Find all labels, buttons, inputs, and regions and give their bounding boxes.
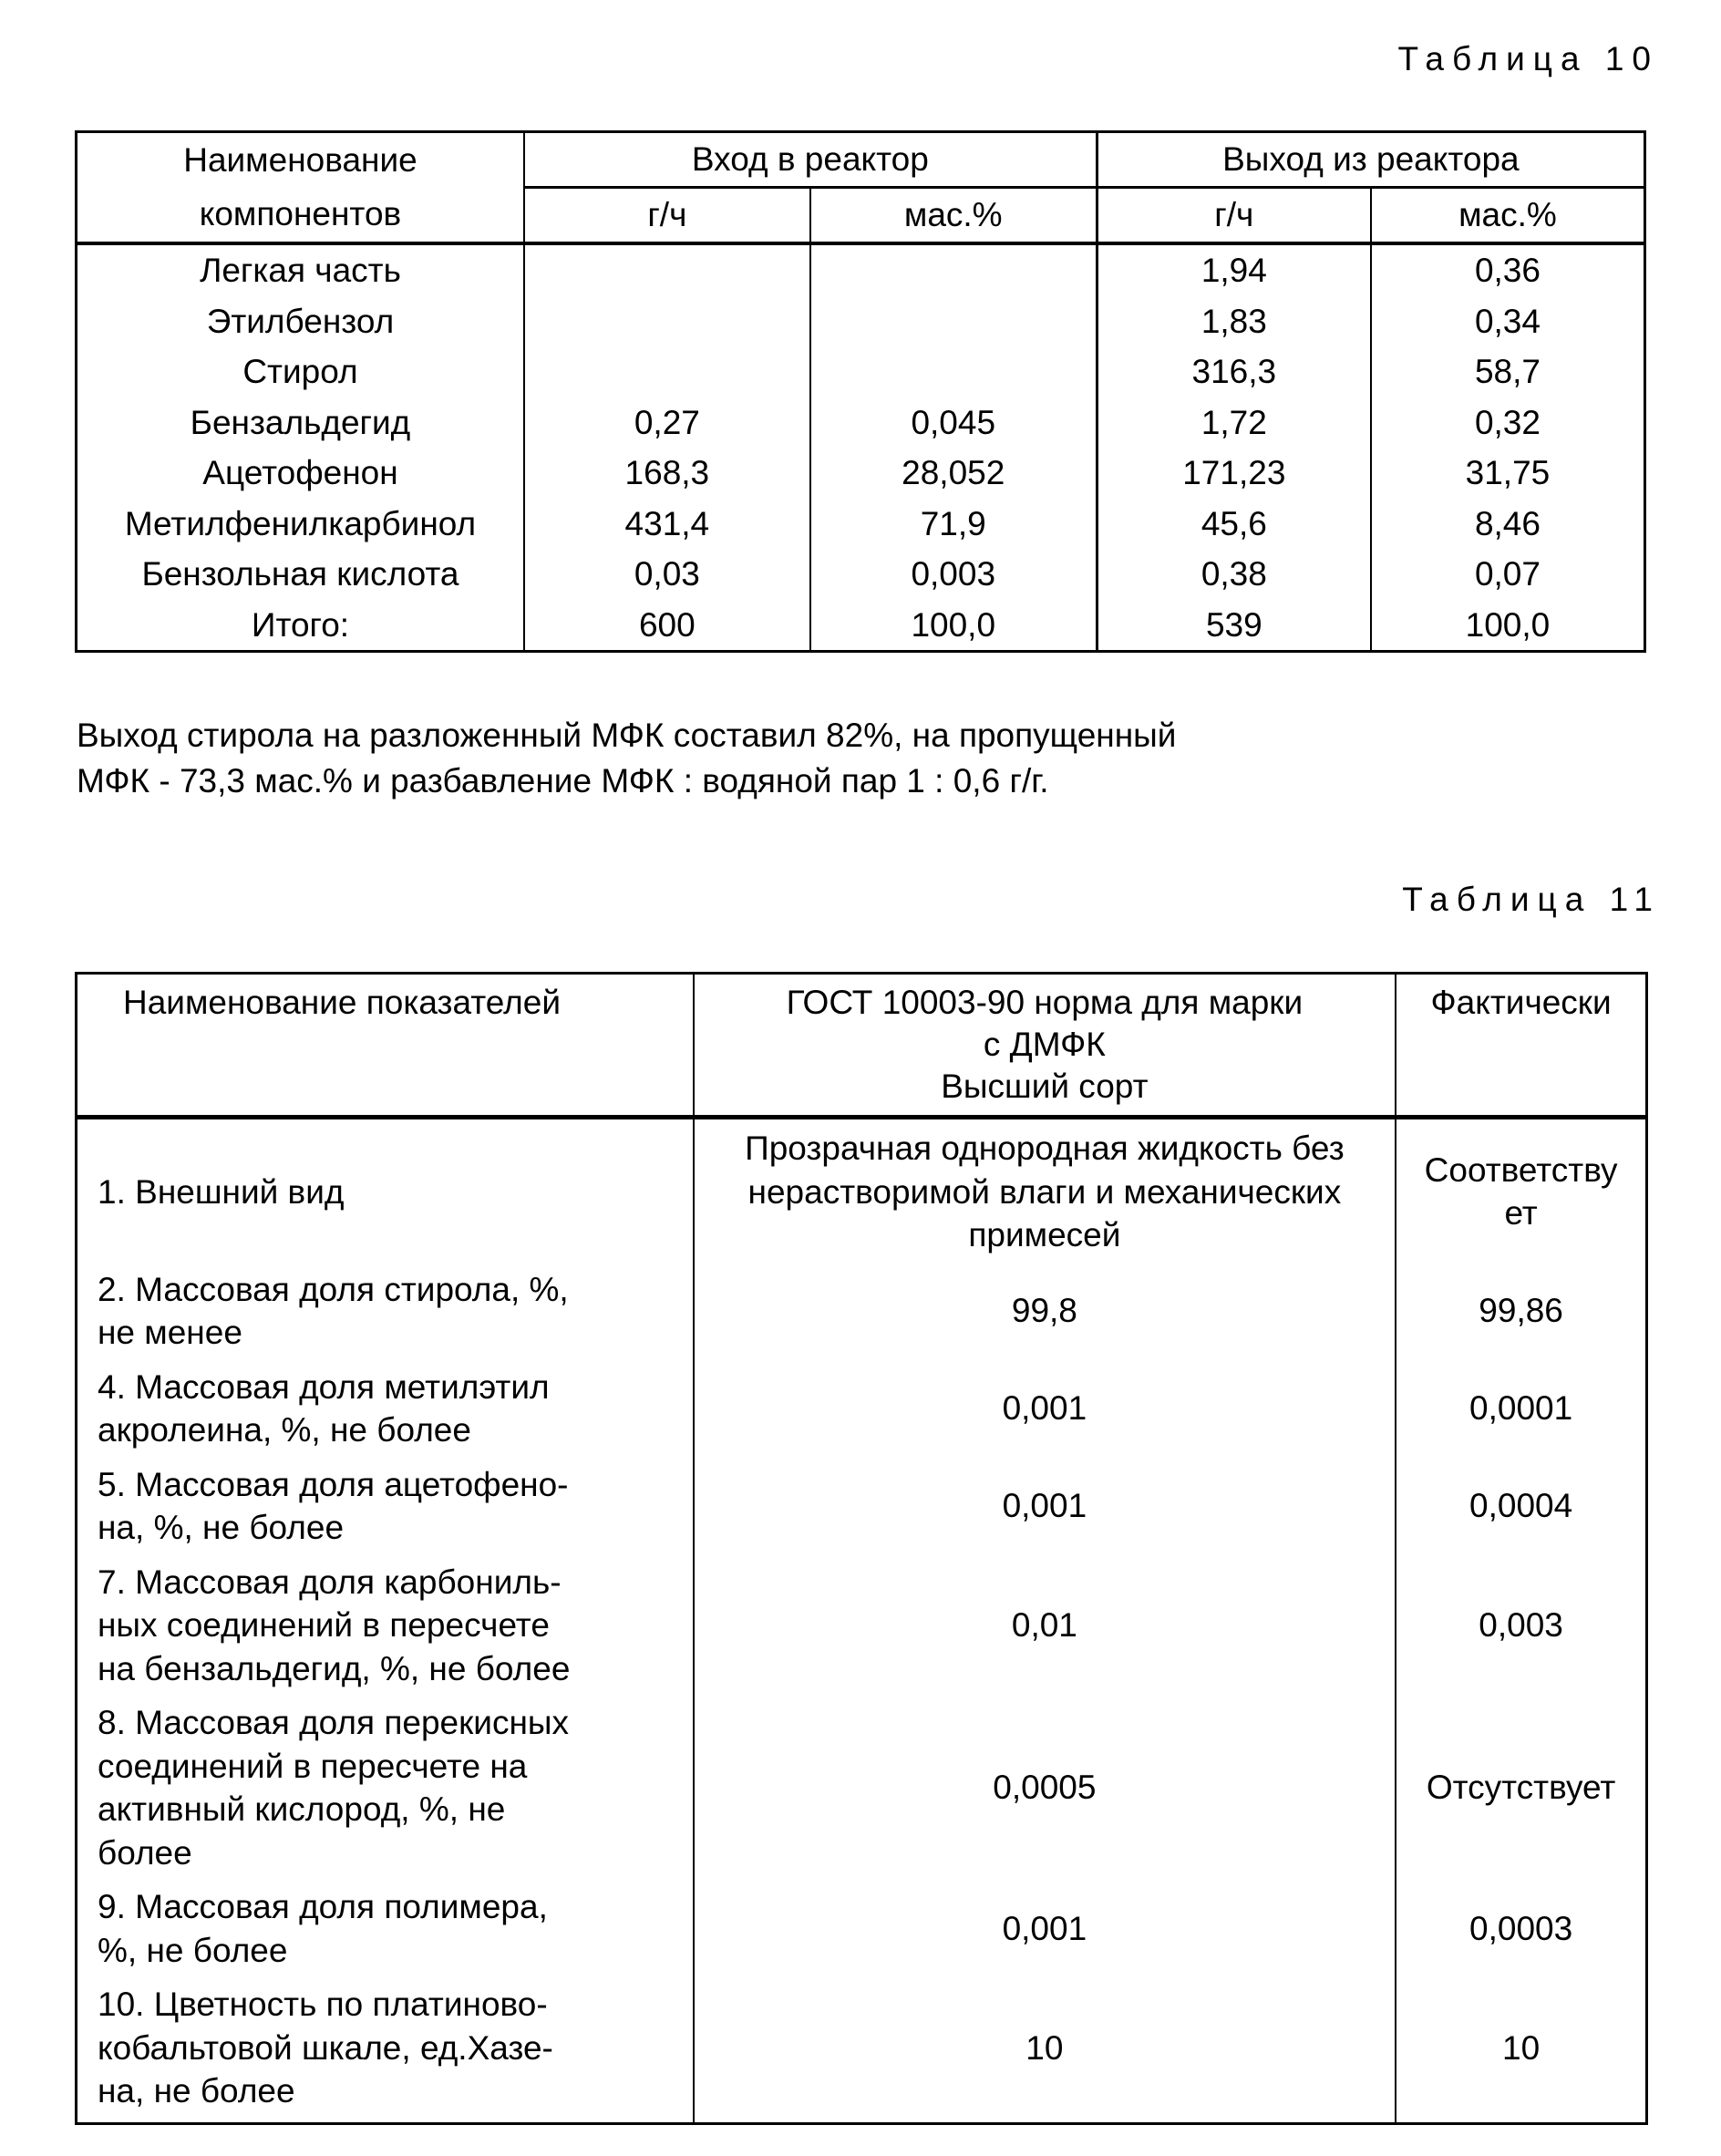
gost-norm-cell: 0,001 [694, 1880, 1396, 1977]
input-gh-cell [524, 296, 810, 347]
component-name-cell: Итого: [77, 600, 524, 652]
paragraph-line-1: Выход стирола на разложенный МФК составил 82%, на пропущенный [77, 717, 1177, 754]
output-gh-cell: 45,6 [1097, 499, 1371, 550]
paragraph-line-2: МФК - 73,3 мас.% и разбавление МФК : водяной пар 1 : 0,6 г/г. [77, 762, 1049, 799]
actual-value-cell: 0,0004 [1469, 1487, 1573, 1525]
output-gh-cell: 1,72 [1097, 397, 1371, 449]
output-pct-cell: 0,07 [1474, 555, 1541, 593]
header-actual: Фактически [1396, 974, 1646, 1118]
header-indicator-name: Наименование показателей [77, 974, 694, 1118]
input-pct-cell: 0,003 [810, 549, 1098, 600]
gost-norm-cell: 0,001 [694, 1360, 1396, 1458]
output-pct-cell: 58,7 [1474, 353, 1541, 391]
table10-header-row-1 [77, 132, 1645, 188]
header-gost-norm: ГОСТ 10003-90 норма для марки с ДМФК Высший сорт [694, 974, 1396, 1118]
header-name-line2: компонентов [77, 188, 524, 244]
input-pct-cell: 28,052 [810, 448, 1098, 499]
output-gh-cell: 171,23 [1097, 448, 1371, 499]
table11-caption: Таблица 11 [1402, 881, 1661, 918]
input-pct-cell: 100,0 [810, 600, 1098, 652]
table10-caption: Таблица 10 [1397, 40, 1659, 77]
header-output-gh: г/ч [1097, 188, 1371, 244]
gost-norm-cell: 10 [694, 1977, 1396, 2123]
input-pct-cell: 0,045 [810, 397, 1098, 449]
input-gh-cell [524, 243, 810, 296]
indicator-name-cell: 10. Цветность по платиново- кобальтовой шкале, ед.Хазе- на, не более [77, 1977, 694, 2123]
input-gh-cell: 0,27 [524, 397, 810, 449]
table-row [77, 448, 1645, 499]
output-gh-cell: 1,83 [1097, 296, 1371, 347]
actual-value-cell: Отсутствует [1426, 1769, 1616, 1807]
table10-header-row-2 [77, 188, 1645, 244]
actual-value-cell: 0,0001 [1469, 1389, 1573, 1428]
gost-norm-cell: 99,8 [694, 1263, 1396, 1360]
input-gh-cell [524, 346, 810, 397]
output-gh-cell: 539 [1097, 600, 1371, 652]
table-row [77, 1360, 1647, 1458]
table-row [77, 600, 1645, 652]
actual-value-cell: 99,86 [1479, 1292, 1563, 1330]
indicator-name-cell: 9. Массовая доля полимера, %, не более [77, 1880, 694, 1977]
indicator-name-cell: 1. Внешний вид [77, 1118, 694, 1263]
table11-body [77, 1118, 1647, 2124]
header-input-pct: мас.% [810, 188, 1098, 244]
actual-value-cell: 10 [1502, 2028, 1541, 2067]
header-input-group: Вход в реактор [524, 132, 1097, 188]
gost-norm-cell: 0,001 [694, 1458, 1396, 1555]
table-row [77, 397, 1645, 449]
gost-norm-cell: Прозрачная однородная жидкость без нерастворимой влаги и механических примесей [694, 1118, 1396, 1263]
component-name-cell: Метилфенилкарбинол [77, 499, 524, 550]
input-pct-cell [810, 346, 1098, 397]
table-row [77, 296, 1645, 347]
output-gh-cell: 1,94 [1097, 243, 1371, 296]
component-name-cell: Бензальдегид [77, 397, 524, 449]
output-pct-cell: 100,0 [1465, 605, 1551, 644]
table-row [77, 499, 1645, 550]
component-name-cell: Стирол [77, 346, 524, 397]
component-name-cell: Легкая часть [77, 243, 524, 296]
header-name-line1: Наименование [77, 132, 524, 188]
table10-body [77, 243, 1645, 652]
gost-norm-cell: 0,0005 [694, 1696, 1396, 1880]
table11-styrene-quality [75, 972, 1648, 2125]
component-name-cell: Бензольная кислота [77, 549, 524, 600]
actual-value-cell: 0,003 [1479, 1606, 1563, 1644]
component-name-cell: Ацетофенон [77, 448, 524, 499]
output-gh-cell: 316,3 [1097, 346, 1371, 397]
output-pct-cell: 31,75 [1465, 454, 1551, 492]
table-row [77, 1118, 1647, 1263]
input-gh-cell: 600 [524, 600, 810, 652]
table-row [77, 346, 1645, 397]
indicator-name-cell: 7. Массовая доля карбониль- ных соединений в пересчете на бензальдегид, %, не более [77, 1555, 694, 1697]
output-gh-cell: 0,38 [1097, 549, 1371, 600]
table-row [77, 1263, 1647, 1360]
header-output-pct: мас.% [1371, 188, 1645, 244]
input-gh-cell: 0,03 [524, 549, 810, 600]
actual-value-cell: 0,0003 [1469, 1909, 1573, 1947]
gost-norm-cell: 0,01 [694, 1555, 1396, 1697]
table-row [77, 1555, 1647, 1697]
yield-paragraph [77, 713, 1626, 804]
output-pct-cell: 0,36 [1474, 252, 1541, 290]
header-output-group: Выход из реактора [1097, 132, 1644, 188]
input-gh-cell: 431,4 [524, 499, 810, 550]
table-row [77, 1977, 1647, 2123]
table-row [77, 243, 1645, 296]
input-pct-cell [810, 296, 1098, 347]
table-row [77, 549, 1645, 600]
indicator-name-cell: 2. Массовая доля стирола, %, не менее [77, 1263, 694, 1360]
input-pct-cell [810, 243, 1098, 296]
output-pct-cell: 0,34 [1474, 302, 1541, 340]
input-pct-cell: 71,9 [810, 499, 1098, 550]
indicator-name-cell: 4. Массовая доля метилэтил акролеина, %, не более [77, 1360, 694, 1458]
actual-value-cell: Соответству ет [1424, 1150, 1618, 1233]
table10-reactor-balance [75, 130, 1646, 653]
table-row [77, 1458, 1647, 1555]
input-gh-cell: 168,3 [524, 448, 810, 499]
indicator-name-cell: 5. Массовая доля ацетофено- на, %, не более [77, 1458, 694, 1555]
table-row [77, 1696, 1647, 1880]
output-pct-cell: 8,46 [1474, 504, 1541, 542]
indicator-name-cell: 8. Массовая доля перекисных соединений в пересчете на активный кислород, %, не более [77, 1696, 694, 1880]
header-input-gh: г/ч [524, 188, 810, 244]
table11-header-row [77, 974, 1647, 1118]
output-pct-cell: 0,32 [1474, 403, 1541, 441]
table-row [77, 1880, 1647, 1977]
component-name-cell: Этилбензол [77, 296, 524, 347]
